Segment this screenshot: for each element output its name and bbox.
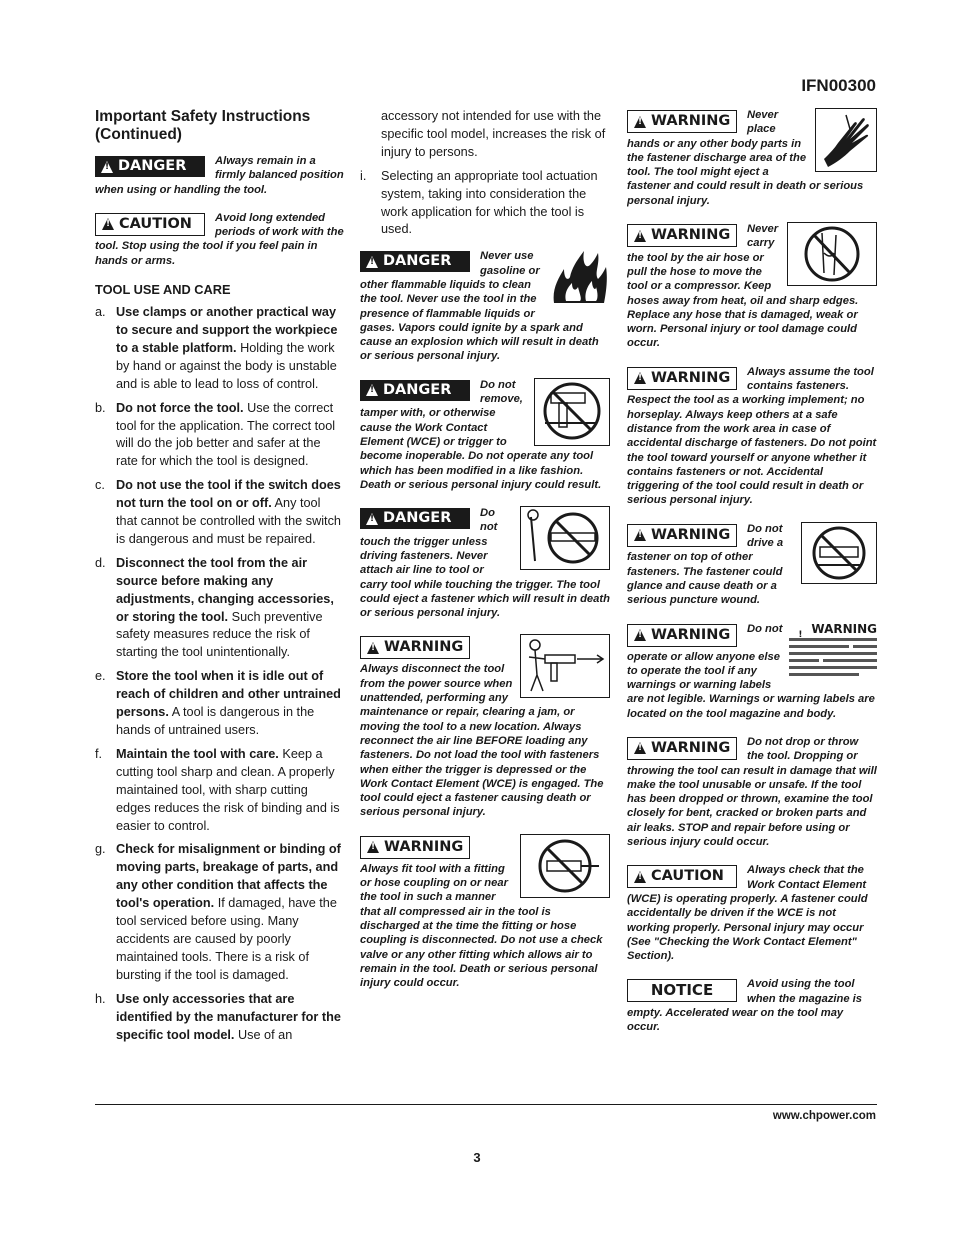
notice-label: NOTICE (627, 979, 737, 1002)
warning-box-hands: ! WARNING Never place hands or any other body parts in the fastener discharge area of the tool. The tool might eject a fastener and could result in death or serious personal injury. (627, 108, 877, 208)
list-item: e. Store the tool when it is idle out of reach of children and other untrained persons. A tool is dangerous in the hands of untrained users. (95, 669, 341, 738)
label-lines-icon (789, 636, 877, 676)
disconnect-air-line-icon (520, 634, 610, 698)
warning-label-illustration: WARNING (789, 622, 877, 681)
warning-triangle-icon (102, 218, 114, 230)
caution-label: ! CAUTION (627, 865, 737, 888)
tool-use-list (95, 304, 345, 1044)
warning-box-drop: ! WARNING Do not drop or throw the tool. Dropping or throwing the tool can result in damage that will make the tool unusable or unsafe. If the tool has been dropped or thrown, examine the tool closely for bent, cracked or broken parts and air leaks. STOP and repair before using or serious injury could occur. (627, 735, 877, 849)
danger-box-tamper: ! DANGER Do not remove, tamper with, or otherwise cause the Work Contact Element (WCE) or trigger to become inoperable. Do not operate any tool which has been modified in a like fashion. Death or serious personal injury could result. (360, 378, 610, 492)
caution-box-extended-work: ! CAUTION Avoid long extended periods of work with the tool. Stop using the tool if you feel pain in hands or arms. (95, 211, 345, 268)
warning-triangle-icon (366, 256, 378, 268)
warning-box-hose: ! WARNING Never carry the tool by the air hose or pull the hose to move the tool or a compressor. Keep hoses away from heat, oil and sharp edges. Replace any hose that is damaged, weak or worn. Personal injury or tool damage could occur. (627, 222, 877, 351)
warning-triangle-icon (634, 230, 646, 242)
warning-label: ! WARNING (627, 110, 737, 133)
footer-website: www.chpower.com (772, 1110, 876, 1122)
warning-triangle-icon (367, 642, 379, 654)
column-2 (360, 108, 610, 1004)
danger-label: ! DANGER (360, 251, 470, 272)
no-check-valve-icon (520, 834, 610, 898)
no-carry-by-hose-icon (787, 222, 877, 286)
warning-triangle-icon (634, 372, 646, 384)
warning-label: ! WARNING (627, 524, 737, 547)
warning-triangle-icon (367, 841, 379, 853)
page-title: Important Safety Instructions (Continued) (95, 108, 311, 143)
warning-box-legible-labels: WARNING ! WARNING Do not operate or allow anyone else to operate the tool if any warnings or warning labels are not legible. Warnings or warning labels are located on the tool magazine and body. (627, 622, 877, 721)
document-id: IFN00300 (801, 76, 876, 95)
warning-label: ! WARNING (627, 737, 737, 760)
warning-triangle-icon (634, 871, 646, 883)
column-3 (627, 108, 877, 1049)
warning-label: ! WARNING (360, 636, 470, 659)
warning-triangle-icon (634, 116, 646, 128)
warning-box-fitting: ! WARNING Always fit tool with a fitting or hose coupling on or near the tool in such a manner that all compressed air in the tool is discharged at the time the fitting or hose coupling is disconnected. Do not use a check valve or any other fitting which allows air to remain in the tool. Death or serious personal injury could occur. (360, 834, 610, 991)
notice-box-empty-magazine: NOTICE Avoid using the tool when the magazine is empty. Accelerated wear on the tool may occur. (627, 978, 863, 1034)
danger-label: ! DANGER (360, 508, 470, 529)
page-number: 3 (473, 1150, 481, 1165)
hand-hazard-icon (815, 108, 877, 172)
list-item: f. Maintain the tool with care. Keep a cutting tool sharp and clean. A properly maintained tool, with sharp cutting edges reduces the risk of binding and is easier to control. (95, 746, 340, 833)
section-title: TOOL USE AND CARE (95, 282, 231, 298)
warning-label: ! WARNING (627, 367, 737, 390)
list-item: g. Check for misalignment or binding of moving parts, breakage of parts, and any other condition that affects the tool's operation. If damaged, have the tool serviced before using. Many accidents are caused by poorly maintained tools. There is a risk of bursting if the tool is damaged. (95, 842, 341, 982)
danger-box-trigger: ! DANGER Do not touch the trigger unless driving fasteners. Never attach air line to tool or carry tool while touching the trigger. The tool could eject a fastener which will result in death or serious personal injury. (360, 506, 610, 620)
column-1 (95, 108, 345, 1050)
caution-label: ! CAUTION (95, 213, 205, 236)
footer-rule (95, 1104, 877, 1105)
warning-box-stacked-fasteners: ! WARNING Do not drive a fastener on top of other fasteners. The fastener could glance and cause death or a serious puncture wound. (627, 522, 877, 608)
danger-label: ! DANGER (360, 380, 470, 401)
warning-label: ! WARNING (360, 836, 470, 859)
danger-box-flammable: ! DANGER Never use gasoline or other flammable liquids to clean the tool. Never use the tool in the presence of flammable liquids or gases. Vapors could ignite by a spark and cause an explosion which will result in death or serious personal injury. (360, 249, 610, 363)
fire-icon (550, 249, 610, 305)
danger-box-balance: ! DANGER Always remain in a firmly balanced position when using or handling the tool. (95, 154, 345, 197)
warning-triangle-icon (634, 529, 646, 541)
list-item-continuation: accessory not intended for use with the specific tool model, increases the risk of injury to persons. (381, 109, 606, 159)
warning-triangle-icon (366, 384, 378, 396)
warning-triangle-icon (634, 629, 646, 641)
warning-box-assume-fasteners: ! WARNING Always assume the tool contains fasteners. Respect the tool as a working implement; no horseplay. Always keep others at a safe distance from the work area in case of accidental discharge of fasteners. Do not point the tool toward yourself or anyone whether it contains fasteners or not. Accidental triggering of the tool could result in death or serious personal injury. (627, 365, 877, 508)
list-item: b. Do not force the tool. Use the correct tool for the application. The correct tool will do the job better and safer at the rate for which the tool is designed. (95, 400, 336, 469)
no-tamper-tool-icon (534, 378, 610, 446)
list-item: a. Use clamps or another practical way to secure and support the workpiece to a stable platform. Holding the work by hand or against the body is unstable and is able to lead to loss of control. (95, 305, 338, 391)
warning-label: ! WARNING (627, 624, 737, 647)
warning-triangle-icon (366, 513, 378, 525)
caution-box-wce: ! CAUTION Always check that the Work Contact Element (WCE) is operating properly. A fastener could accidentally be driven if the WCE is not working properly. Personal injury may occur (See "Checking the Work Contact Element" Section). (627, 863, 877, 963)
warning-triangle-icon (634, 742, 646, 754)
warning-triangle-icon (101, 161, 113, 173)
no-stacked-fastener-icon (801, 522, 877, 584)
warning-label: ! WARNING (627, 224, 737, 247)
list-item: d. Disconnect the tool from the air source before making any adjustments, changing accessories, or storing the tool. Such preventive safety measures reduce the risk of starting the tool unintentionally. (95, 555, 334, 660)
no-trigger-touch-icon (520, 506, 610, 570)
warning-box-disconnect: ! WARNING Always disconnect the tool from the power source when unattended, performing any maintenance or repair, clearing a jam, or moving the tool to a new location. Always reconnect the air line BEFORE loading any fasteners. Do not load the tool with fasteners when either the trigger is depressed or the Work Contact Element (WCE) is engaged. The tool could eject a fastener causing death or serious personal injury. (360, 634, 610, 819)
list-item: c. Do not use the tool if the switch does not turn the tool on or off. Any tool that cannot be controlled with the switch is dangerous and must be repaired. (95, 478, 341, 546)
danger-label: ! DANGER (95, 156, 205, 177)
list-item: i. Selecting an appropriate tool actuation system, taking into consideration the work application for which the tool is used. (360, 168, 598, 237)
list-item: h. Use only accessories that are identified by the manufacturer for the specific tool model. Use of an (95, 991, 341, 1042)
